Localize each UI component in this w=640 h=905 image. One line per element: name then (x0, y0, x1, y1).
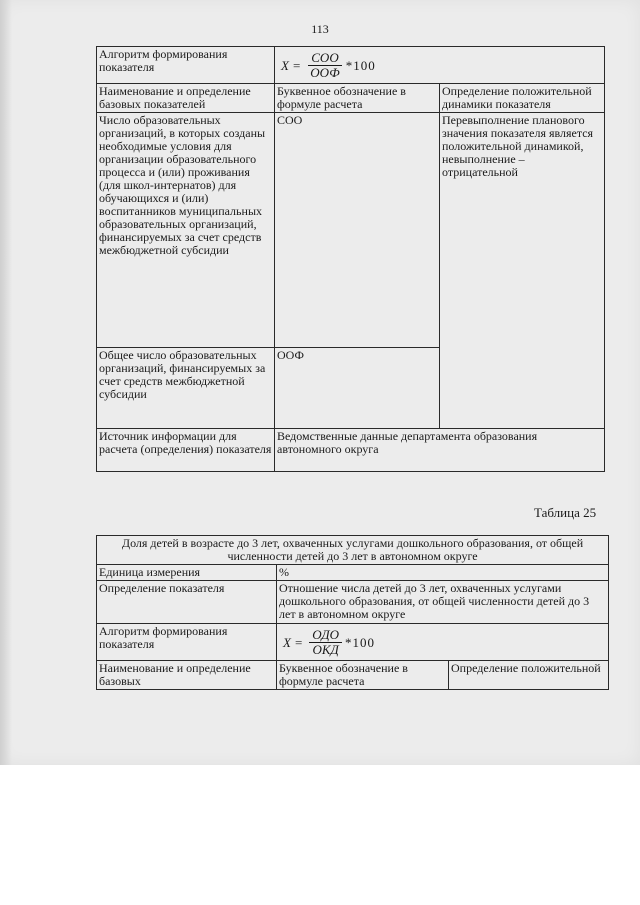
formula-lhs: X (283, 634, 291, 650)
formula-denominator: ООФ (310, 64, 340, 80)
source-value: Ведомственные данные департамента образования автономного округа (275, 429, 605, 472)
row1-name: Число образовательных организаций, в которых созданы необходимые условия для организации образовательного процесса и (или) проживания (для школ-интернатов) для обучающихся и (или) воспитанников муниципальных образовательных организаций, финансируемых за счет средств межбюджетной субсидии (97, 113, 275, 348)
formula-denominator: ОКД (312, 641, 339, 657)
formula (279, 625, 606, 659)
source-label: Источник информации для расчета (определения) показателя (97, 429, 275, 472)
algorithm-row (97, 47, 605, 84)
table-row (97, 113, 605, 348)
formula (277, 48, 602, 82)
unit-row (97, 565, 609, 581)
indicator-table-25 (96, 535, 609, 690)
unit-label: Единица измерения (97, 565, 277, 581)
formula-multiplier: *100 (345, 57, 376, 73)
formula-fraction (307, 51, 342, 80)
table-caption: Таблица 25 (534, 505, 597, 520)
header-symbol: Буквенное обозначение в формуле расчета (277, 661, 449, 690)
header-name: Наименование и определение базовых показателей (97, 84, 275, 113)
header-dynamics: Определение положительной (449, 661, 609, 690)
definition-value: Отношение числа детей до 3 лет, охваченных услугами дошкольного образования, от общей численности детей до 3 лет в автономном округе (277, 581, 609, 624)
formula-multiplier: *100 (345, 634, 376, 650)
formula-lhs: X (281, 57, 289, 73)
definition-label: Определение показателя (97, 581, 277, 624)
unit-value: % (277, 565, 609, 581)
row2-name: Общее число образовательных организаций, финансируемых за счет средств межбюджетной субсидии (97, 348, 275, 429)
formula-cell (277, 624, 609, 661)
algorithm-row (97, 624, 609, 661)
formula-numerator: ОДО (309, 628, 342, 643)
header-dynamics: Определение положительной динамики показателя (440, 84, 605, 113)
algorithm-label: Алгоритм формирования показателя (97, 47, 275, 84)
table-title: Доля детей в возрасте до 3 лет, охваченных услугами дошкольного образования, от общей численности детей до 3 лет в автономном округе (97, 536, 609, 565)
page-edge-shadow (0, 0, 12, 765)
title-row (97, 536, 609, 565)
header-row (97, 661, 609, 690)
formula-numerator: СОО (308, 51, 341, 66)
row1-dynamics: Перевыполнение планового значения показателя является положительной динамикой, невыполнение – отрицательной (440, 113, 605, 429)
header-name: Наименование и определение базовых (97, 661, 277, 690)
header-row (97, 84, 605, 113)
formula-equals: = (292, 57, 301, 73)
formula-fraction (309, 628, 342, 657)
definition-row (97, 581, 609, 624)
row2-symbol: ООФ (275, 348, 440, 429)
page-number: 113 (311, 22, 329, 36)
header-symbol: Буквенное обозначение в формуле расчета (275, 84, 440, 113)
indicator-table-continued (96, 46, 605, 472)
formula-cell (275, 47, 605, 84)
source-row (97, 429, 605, 472)
algorithm-label: Алгоритм формирования показателя (97, 624, 277, 661)
row1-symbol: СОО (275, 113, 440, 348)
formula-equals: = (294, 634, 303, 650)
